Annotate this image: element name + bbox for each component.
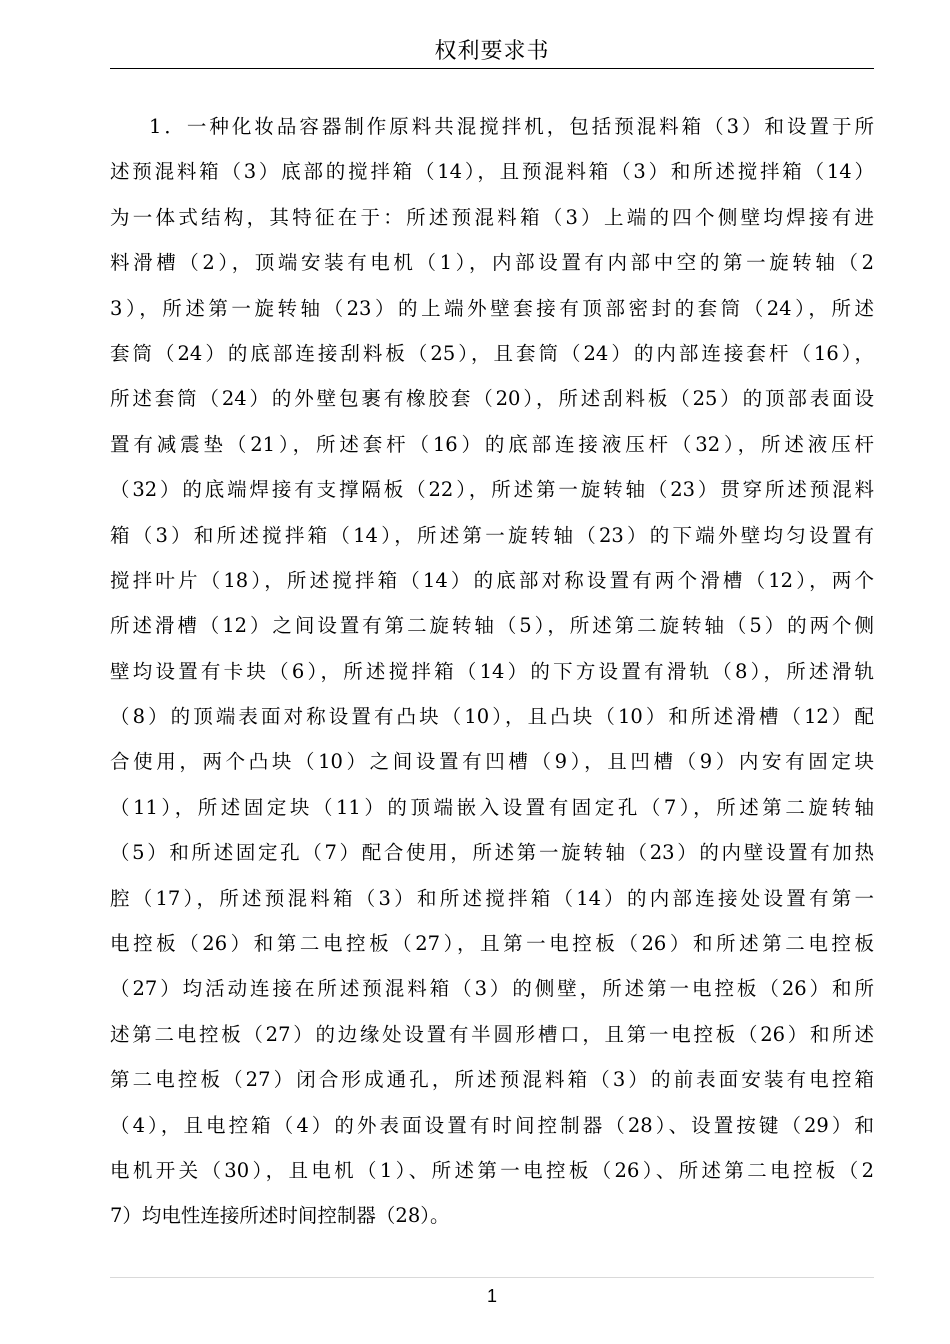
claim-line: （27）均活动连接在所述预混料箱（3）的侧壁，所述第一电控板（26）和所 bbox=[110, 977, 874, 1001]
claim-line: 合使用，两个凸块（10）之间设置有凹槽（9），且凹槽（9）内安有固定块 bbox=[110, 750, 874, 774]
document-title: 权利要求书 bbox=[434, 39, 550, 64]
claim-line: 所述套筒（24）的外壁包裹有橡胶套（20），所述刮料板（25）的顶部表面设 bbox=[110, 387, 874, 411]
claim-line: 所述滑槽（12）之间设置有第二旋转轴（5），所述第二旋转轴（5）的两个侧 bbox=[110, 614, 874, 638]
claim-line: 搅拌叶片（18），所述搅拌箱（14）的底部对称设置有两个滑槽（12），两个 bbox=[110, 568, 874, 592]
claim-line: 第二电控板（27）闭合形成通孔，所述预混料箱（3）的前表面安装有电控箱 bbox=[110, 1068, 874, 1092]
claim-line: 料滑槽（2），顶端安装有电机（1），内部设置有内部中空的第一旋转轴（2 bbox=[110, 251, 874, 275]
page-number: 1 bbox=[486, 1286, 497, 1306]
claim-line: 述预混料箱（3）底部的搅拌箱（14），且预混料箱（3）和所述搅拌箱（14） bbox=[110, 160, 874, 184]
claim-line: 7）均电性连接所述时间控制器（28）。 bbox=[110, 1204, 450, 1228]
claim-line: 3），所述第一旋转轴（23）的上端外壁套接有顶部密封的套筒（24），所述 bbox=[110, 296, 874, 320]
page-header bbox=[110, 36, 874, 69]
claim-line: 电机开关（30），且电机（1）、所述第一电控板（26）、所述第二电控板（2 bbox=[110, 1158, 874, 1182]
claim-line: 述第二电控板（27）的边缘处设置有半圆形槽口，且第一电控板（26）和所述 bbox=[110, 1022, 874, 1046]
claim-line: （5）和所述固定孔（7）配合使用，所述第一旋转轴（23）的内壁设置有加热 bbox=[110, 841, 874, 865]
claim-line: 腔（17），所述预混料箱（3）和所述搅拌箱（14）的内部连接处设置有第一 bbox=[110, 886, 874, 910]
claim-line: （11），所述固定块（11）的顶端嵌入设置有固定孔（7），所述第二旋转轴 bbox=[110, 795, 874, 819]
claim-line: （8）的顶端表面对称设置有凸块（10），且凸块（10）和所述滑槽（12）配 bbox=[110, 705, 874, 729]
claim-line: （32）的底端焊接有支撑隔板（22），所述第一旋转轴（23）贯穿所述预混料 bbox=[110, 478, 874, 502]
claim-line: 箱（3）和所述搅拌箱（14），所述第一旋转轴（23）的下端外壁均匀设置有 bbox=[110, 523, 874, 547]
claim-line: 电控板（26）和第二电控板（27），且第一电控板（26）和所述第二电控板 bbox=[110, 932, 874, 956]
claim-line: （4），且电控箱（4）的外表面设置有时间控制器（28）、设置按键（29）和 bbox=[110, 1113, 874, 1137]
page-footer bbox=[110, 1277, 874, 1318]
claim-line: 壁均设置有卡块（6），所述搅拌箱（14）的下方设置有滑轨（8），所述滑轨 bbox=[110, 659, 874, 683]
claims-body bbox=[110, 104, 874, 1240]
claim-line: 为一体式结构，其特征在于：所述预混料箱（3）上端的四个侧壁均焊接有进 bbox=[110, 205, 874, 229]
claim-line: 套筒（24）的底部连接刮料板（25），且套筒（24）的内部连接套杆（16）， bbox=[110, 341, 874, 365]
claim-line: 1．一种化妆品容器制作原料共混搅拌机，包括预混料箱（3）和设置于所 bbox=[149, 115, 874, 138]
claim-line: 置有减震垫（21），所述套杆（16）的底部连接液压杆（32），所述液压杆 bbox=[110, 432, 874, 456]
